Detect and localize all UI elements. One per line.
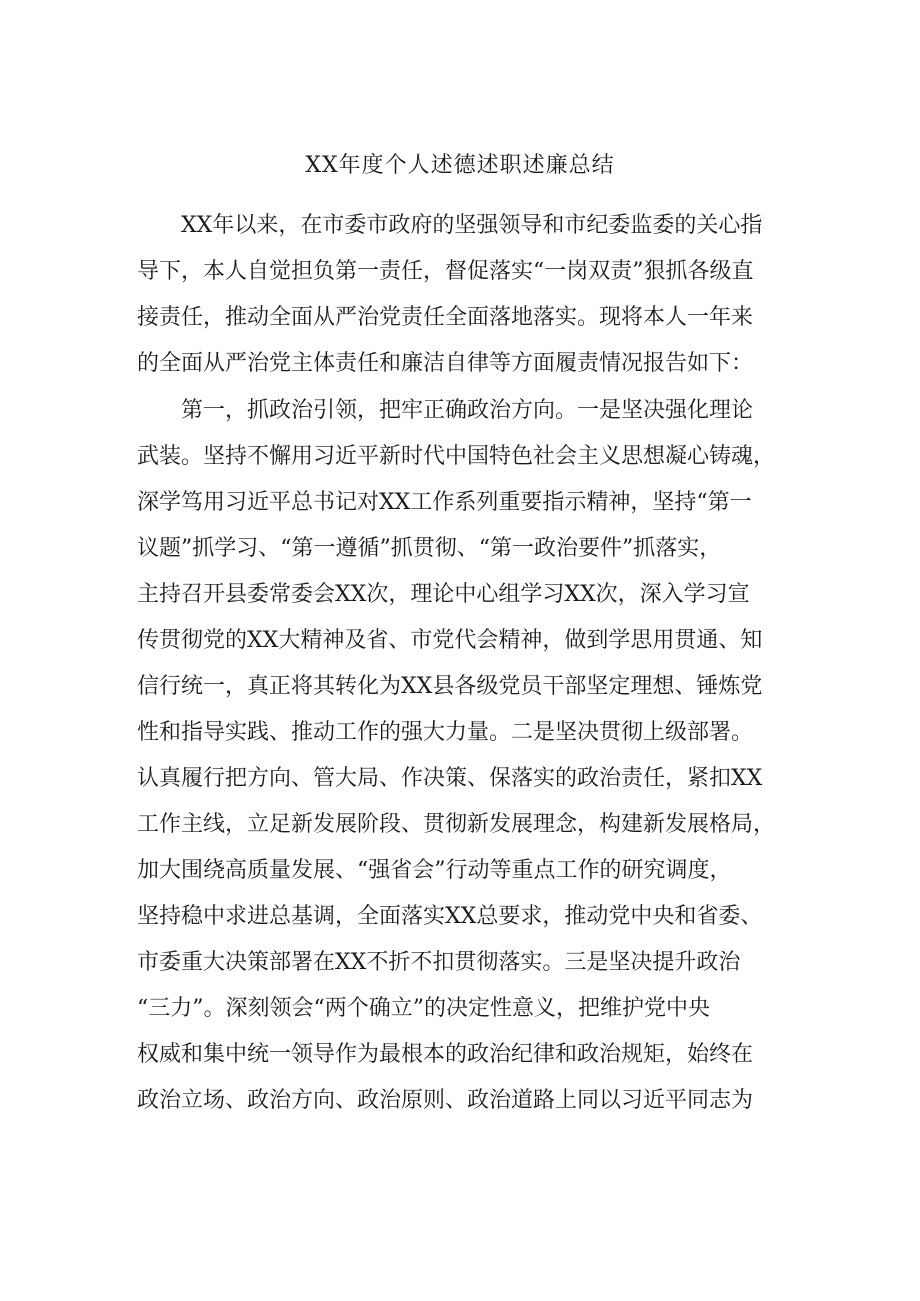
- paragraph-line: 加大围绕高质量发展、“强省会”行动等重点工作的研究调度，: [137, 858, 732, 883]
- paragraph-line: 主持召开县委常委会XX次，理论中心组学习XX次，深入学习宣: [137, 582, 750, 607]
- paragraph-line: 政治立场、政治方向、政治原则、政治道路上同以习近平同志为: [137, 1088, 754, 1113]
- paragraph-line: 接责任，推动全面从严治党责任全面落地落实。现将本人一年来: [137, 305, 754, 330]
- paragraph-line: 议题”抓学习、“第一遵循”抓贯彻、“第一政治要件”抓落实，: [137, 536, 722, 561]
- paragraph-line: 深学笃用习近平总书记对XX工作系列重要指示精神，坚持“第一: [137, 490, 752, 515]
- paragraph-line: 第一，抓政治引领，把牢正确政治方向。一是坚决强化理论: [181, 398, 754, 423]
- paragraph-line: 坚持稳中求进总基调，全面落实XX总要求，推动党中央和省委、: [137, 904, 763, 929]
- paragraph-line: 认真履行把方向、管大局、作决策、保落实的政治责任，紧扣XX: [137, 766, 763, 791]
- paragraph-line: 权威和集中统一领导作为最根本的政治纪律和政治规矩，始终在: [137, 1042, 754, 1067]
- paragraph-line: XX年以来，在市委市政府的坚强领导和市纪委监委的关心指: [181, 213, 763, 238]
- paragraph-line: 武装。坚持不懈用习近平新时代中国特色社会主义思想凝心铸魂，: [137, 444, 776, 469]
- paragraph-line: 传贯彻党的XX大精神及省、市党代会精神，做到学思用贯通、知: [137, 628, 763, 653]
- paragraph-line: 市委重大决策部署在XX不折不扣贯彻落实。三是坚决提升政治: [137, 950, 741, 975]
- paragraph-line: 性和指导实践、推动工作的强大力量。二是坚决贯彻上级部署。: [137, 720, 754, 745]
- document-title: XX年度个人述德述职述廉总结: [305, 153, 615, 178]
- paragraph-line: 导下，本人自觉担负第一责任，督促落实“一岗双责”狠抓各级直: [137, 259, 754, 284]
- paragraph-line: “三力”。深刻领会“两个确立”的决定性意义，把维护党中央: [137, 996, 710, 1021]
- paragraph-line: 工作主线，立足新发展阶段、贯彻新发展理念，构建新发展格局，: [137, 812, 776, 837]
- paragraph-line: 信行统一，真正将其转化为XX县各级党员干部坚定理想、锤炼党: [137, 674, 763, 699]
- paragraph-line: 的全面从严治党主体责任和廉洁自律等方面履责情况报告如下：: [137, 351, 754, 376]
